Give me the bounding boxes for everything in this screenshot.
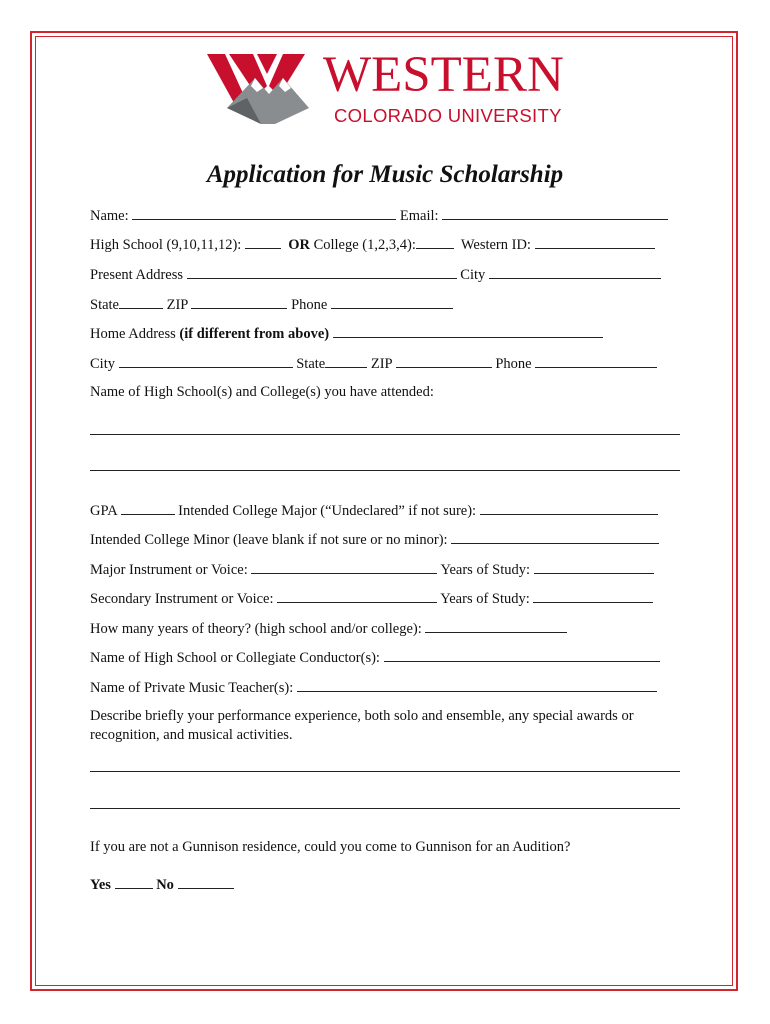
present-address-field[interactable]	[187, 266, 457, 279]
theory-field[interactable]	[425, 620, 567, 633]
state-label: State	[90, 297, 119, 313]
zip-field[interactable]	[191, 296, 287, 309]
college-year-field[interactable]	[416, 236, 454, 249]
phone-field[interactable]	[331, 296, 453, 309]
phone-label: Phone	[291, 297, 328, 313]
college-label: College (1,2,3,4):	[313, 237, 416, 253]
home-state-field[interactable]	[325, 355, 367, 368]
conductor-label: Name of High School or Collegiate Conductor(s):	[90, 650, 380, 666]
experience-line-2[interactable]	[90, 808, 680, 809]
western-id-field[interactable]	[535, 236, 655, 249]
row-yes-no	[90, 876, 234, 893]
zip2-label: ZIP	[370, 356, 393, 372]
experience-prompt-line-2: recognition, and musical activities.	[90, 727, 293, 743]
minor-field[interactable]	[451, 531, 659, 544]
secondary-instrument-label: Secondary Instrument or Voice:	[90, 591, 274, 607]
home-city-field[interactable]	[119, 355, 293, 368]
no-field[interactable]	[178, 876, 234, 889]
theory-label: How many years of theory? (high school and/or college):	[90, 621, 422, 637]
years-study-field[interactable]	[534, 561, 654, 574]
city-field[interactable]	[489, 266, 661, 279]
name-field[interactable]	[132, 207, 396, 220]
form-title: Application for Music Scholarship	[206, 161, 564, 188]
or-label: OR	[288, 237, 310, 253]
city-label: City	[460, 267, 486, 283]
western-id-label: Western ID:	[460, 237, 531, 253]
secondary-instrument-field[interactable]	[277, 590, 437, 603]
audition-question: If you are not a Gunnison residence, could you come to Gunnison for an Audition?	[90, 839, 571, 855]
row-gpa-major	[90, 502, 658, 519]
state-field[interactable]	[119, 296, 163, 309]
phone2-label: Phone	[495, 356, 532, 372]
row-secondary-instrument	[90, 590, 653, 607]
major-instrument-label: Major Instrument or Voice:	[90, 562, 248, 578]
name-label: Name:	[90, 208, 129, 224]
email-label: Email:	[399, 208, 439, 224]
row-private-teacher	[90, 679, 657, 696]
brand-name: WESTERN	[323, 47, 564, 103]
yes-field[interactable]	[115, 876, 153, 889]
home-address-field[interactable]	[333, 325, 603, 338]
high-school-year-field[interactable]	[245, 236, 281, 249]
gpa-label: GPA	[90, 503, 117, 519]
home-address-note: (if different from above)	[179, 326, 330, 342]
row-minor	[90, 531, 659, 548]
row-school-year	[90, 236, 655, 253]
row-name-email	[90, 207, 668, 224]
private-teacher-label: Name of Private Music Teacher(s):	[90, 680, 294, 696]
major-field[interactable]	[480, 502, 658, 515]
schools-attended-line-2[interactable]	[90, 470, 680, 471]
private-teacher-field[interactable]	[297, 679, 657, 692]
row-home-address	[90, 325, 603, 342]
schools-attended-line-1[interactable]	[90, 434, 680, 435]
years-study-label: Years of Study:	[440, 562, 531, 578]
no-label: No	[156, 877, 174, 893]
major-label: Intended College Major (“Undeclared” if not sure):	[178, 503, 477, 519]
row-conductor	[90, 649, 660, 666]
experience-line-1[interactable]	[90, 771, 680, 772]
schools-attended-label: Name of High School(s) and College(s) you have attended:	[90, 384, 434, 400]
experience-prompt-line-1: Describe briefly your performance experience, both solo and ensemble, any special awards or	[90, 708, 634, 724]
gpa-field[interactable]	[121, 502, 175, 515]
row-state-zip-phone	[90, 296, 453, 313]
brand-subtitle: COLORADO UNIVERSITY	[334, 105, 562, 126]
row-present-address	[90, 266, 661, 283]
years-study2-label: Years of Study:	[440, 591, 530, 607]
row-theory	[90, 620, 567, 637]
minor-label: Intended College Minor (leave blank if not sure or no minor):	[90, 532, 448, 548]
home-address-label: Home Address	[90, 326, 176, 342]
city2-label: City	[90, 356, 115, 372]
home-zip-field[interactable]	[396, 355, 492, 368]
major-instrument-field[interactable]	[251, 561, 437, 574]
email-field[interactable]	[442, 207, 668, 220]
state2-label: State	[296, 356, 326, 372]
row-home-city-state	[90, 355, 657, 372]
zip-label: ZIP	[166, 297, 188, 313]
years-study2-field[interactable]	[533, 590, 653, 603]
conductor-field[interactable]	[384, 649, 660, 662]
row-major-instrument	[90, 561, 654, 578]
yes-label: Yes	[90, 877, 111, 893]
home-phone-field[interactable]	[535, 355, 657, 368]
high-school-label: High School (9,10,11,12):	[90, 237, 242, 253]
present-address-label: Present Address	[90, 267, 184, 283]
